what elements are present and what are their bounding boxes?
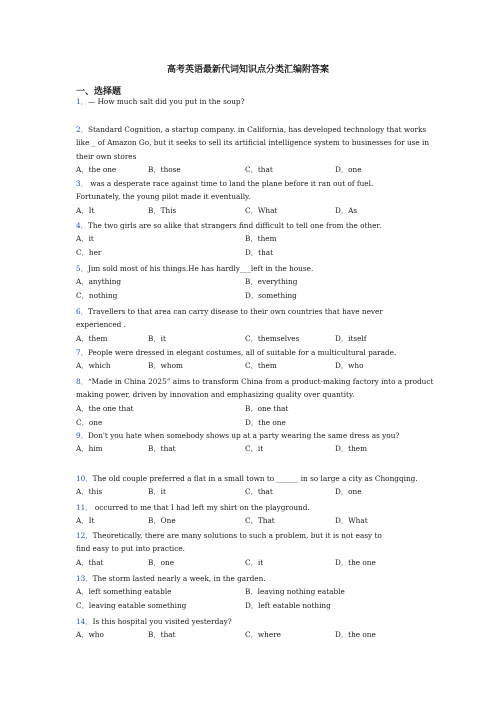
question-number: 11． [76, 503, 93, 512]
answer-option: C．leaving eatable something [76, 601, 187, 611]
section-heading: 一、选择题 [76, 87, 122, 97]
answer-option: D．one [335, 487, 362, 497]
question-text [76, 320, 126, 329]
question-text [76, 574, 266, 583]
question-text [76, 264, 313, 273]
answer-option: A．the one [76, 164, 117, 174]
answer-option: D．something [245, 291, 297, 301]
question-number: 7． [76, 348, 88, 357]
question-number: 14． [76, 617, 93, 626]
answer-option: B．it [148, 487, 166, 497]
answer-option: D．that [245, 248, 274, 258]
question-text [76, 307, 383, 316]
answer-option: A．it [76, 234, 94, 244]
question-line: Is this hospital you visited yesterday? [92, 617, 232, 626]
question-line: The storm lasted nearly a week, in the garden. [92, 574, 266, 583]
answer-option: C．That [245, 516, 275, 526]
question-line: Fortunately, the young pilot made it eventually. [76, 192, 251, 202]
question-text [76, 125, 426, 134]
answer-option: D．left eatable nothing [245, 601, 331, 611]
document-title: 高考英语最新代词知识点分类汇编附答案 [166, 65, 329, 75]
answer-option: A．left something eatable [76, 587, 172, 597]
answer-option: A．anything [76, 277, 122, 287]
question-text [76, 377, 433, 386]
answer-option: B．whom [148, 361, 183, 371]
answer-option: C．themselves [245, 333, 300, 343]
question-line: Don't you hate when somebody shows up at a party wearing the same dress as you? [87, 431, 400, 440]
question-number: 5． [76, 264, 88, 273]
answer-option: B．leaving nothing eatable [245, 587, 345, 597]
answer-option: D．What [335, 516, 368, 526]
question-text [76, 138, 429, 147]
question-number: 8． [76, 377, 88, 386]
answer-option: D．As [335, 205, 358, 215]
question-text [76, 431, 399, 440]
question-line: making power, driven by innovation and emphasizing quality over quantity. [76, 390, 355, 400]
question-line: was a desperate race against time to land the plane before it ran out of fuel. [87, 179, 374, 188]
answer-option: C．where [245, 630, 281, 640]
answer-option: B．everything [245, 277, 298, 287]
question-line: experienced . [76, 320, 126, 330]
question-line: “Made in China 2025” aims to transform China from a product-making factory into a product [87, 377, 434, 386]
question-number: 4． [76, 221, 88, 230]
question-number: 3． [76, 179, 88, 188]
question-text [76, 617, 232, 626]
question-number: 10． [76, 474, 93, 483]
question-line: Jim sold most of his things.He has hardly___left in the house. [87, 264, 314, 273]
answer-option: A．which [76, 361, 111, 371]
answer-option: B．those [148, 164, 181, 174]
question-text [76, 179, 373, 188]
answer-option: B．One [148, 516, 176, 526]
answer-option: D．the one [335, 557, 376, 567]
question-line: Standard Cognition, a startup company. in California, has developed technology that works [87, 125, 427, 134]
answer-option: D．the one [245, 417, 286, 427]
answer-option: C．her [76, 248, 102, 258]
question-text [76, 97, 245, 106]
question-number: 12． [76, 531, 93, 540]
question-line: Travellers to that area can carry disease to their own countries that have never [87, 307, 383, 316]
question-text [76, 221, 381, 230]
question-number: 2． [76, 125, 88, 134]
answer-option: D．them [335, 444, 368, 454]
question-line: Theoretically, there are many solutions to such a problem, but it is not easy to [92, 531, 382, 540]
answer-option: B．that [148, 444, 176, 454]
answer-option: B．it [148, 333, 166, 343]
answer-option: B．one that [245, 403, 289, 413]
answer-option: A．him [76, 444, 103, 454]
answer-option: D．one [335, 164, 362, 174]
question-line: like _ of Amazon Go, but it seeks to sell its artificial intelligence system to businesses for use in [76, 138, 430, 148]
question-text [76, 152, 136, 161]
answer-option: D．itself [335, 333, 367, 343]
question-number: 9． [76, 431, 88, 440]
answer-option: B．that [148, 630, 176, 640]
answer-option: A．the one that [76, 403, 134, 413]
answer-option: A．It [76, 205, 95, 215]
answer-option: A．who [76, 630, 104, 640]
question-text [76, 544, 185, 553]
question-text [76, 192, 251, 201]
answer-option: C．it [245, 444, 264, 454]
question-text [76, 531, 382, 540]
answer-option: C．it [245, 557, 264, 567]
question-text [76, 503, 310, 512]
question-text [76, 390, 354, 399]
question-number: 6． [76, 307, 88, 316]
question-number: 13． [76, 574, 93, 583]
answer-option: A．It [76, 516, 95, 526]
answer-option: C．What [245, 205, 278, 215]
question-line: People were dressed in elegant costumes, all of suitable for a multicultural parade. [87, 348, 397, 357]
answer-option: B．This [148, 205, 177, 215]
answer-option: A．that [76, 557, 104, 567]
question-line: find easy to put into practice. [76, 544, 185, 554]
question-line: The two girls are so alike that strangers find difficult to tell one from the other. [87, 221, 382, 230]
answer-option: C．that [245, 487, 273, 497]
answer-option: A．them [76, 333, 108, 343]
answer-option: B．one [148, 557, 175, 567]
question-line: occurred to me that I had left my shirt on the playground. [92, 503, 310, 512]
question-line: The old couple preferred a flat in a small town to ______ in so large a city as Chongqing. [92, 474, 418, 483]
question-number: 1． [76, 97, 88, 106]
answer-option: B．them [245, 234, 277, 244]
answer-option: C．nothing [76, 291, 118, 301]
answer-option: C．one [76, 417, 103, 427]
question-line: their own stores [76, 151, 137, 161]
question-text [76, 474, 418, 483]
answer-option: C．them [245, 361, 277, 371]
answer-option: C．that [245, 164, 273, 174]
question-text [76, 348, 396, 357]
question-line: — How much salt did you put in the soup? [87, 97, 245, 106]
answer-option: D．the one [335, 630, 376, 640]
answer-option: A．this [76, 487, 103, 497]
answer-option: D．who [335, 361, 364, 371]
